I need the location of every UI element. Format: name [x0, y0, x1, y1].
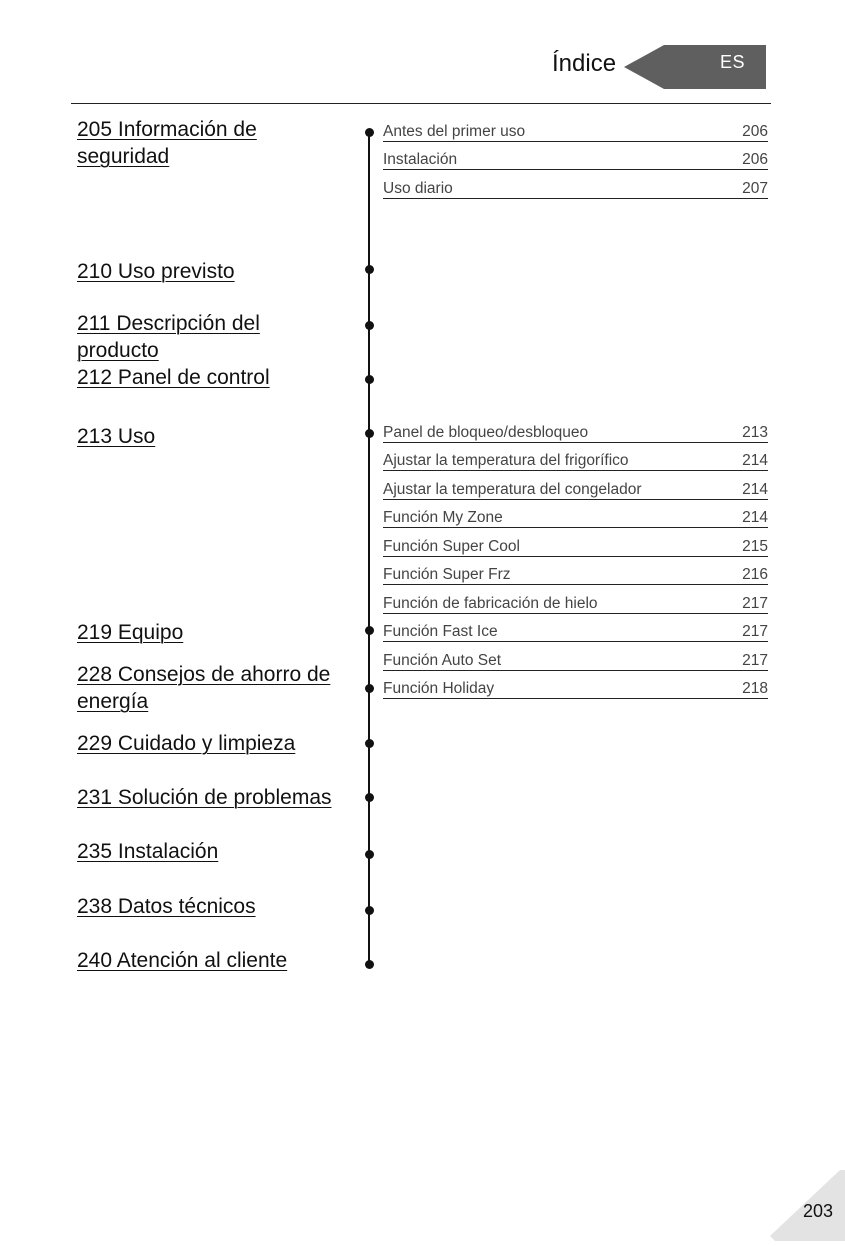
timeline-dot	[365, 265, 374, 274]
sub-entry-link[interactable]	[383, 149, 768, 170]
sub-entry-page: 214	[742, 452, 768, 469]
timeline-dot	[365, 321, 374, 330]
sub-entry-link[interactable]	[383, 121, 768, 142]
sub-entry-label: Panel de bloqueo/desbloqueo	[383, 424, 589, 441]
timeline-line	[368, 132, 370, 965]
sub-entry-label: Función Auto Set	[383, 652, 502, 669]
toc-entry-product-description[interactable]: 211 Descripción del	[77, 312, 260, 335]
sub-entry-link[interactable]	[383, 422, 768, 443]
timeline-dot	[365, 375, 374, 384]
sub-entry-link[interactable]	[383, 678, 768, 699]
sub-entry-page: 214	[742, 481, 768, 498]
toc-entry-product-description-cont[interactable]: producto	[77, 339, 159, 362]
timeline-dot	[365, 128, 374, 137]
sub-entry-label: Antes del primer uso	[383, 123, 526, 140]
timeline-dot	[365, 850, 374, 859]
toc-entry-customer-service[interactable]: 240 Atención al cliente	[77, 949, 288, 972]
timeline-dot	[365, 739, 374, 748]
sub-entry-page: 218	[742, 680, 768, 697]
timeline-dot	[365, 429, 374, 438]
timeline-dot	[365, 906, 374, 915]
sub-entry-label: Ajustar la temperatura del frigorífico	[383, 452, 629, 469]
sub-entry-page: 215	[742, 538, 768, 555]
toc-entry-intended-use[interactable]: 210 Uso previsto	[77, 260, 235, 283]
toc-entry-safety[interactable]: 205 Información de	[77, 118, 257, 141]
sub-entry-label: Función Holiday	[383, 680, 495, 697]
sub-entry-link[interactable]	[383, 650, 768, 671]
page-number: 203	[803, 1201, 834, 1221]
timeline-dot	[365, 626, 374, 635]
sub-entry-page: 217	[742, 652, 768, 669]
toc-entry-energy-saving-cont[interactable]: energía	[77, 690, 149, 713]
sub-entry-page: 213	[742, 424, 768, 441]
sub-entry-link[interactable]	[383, 593, 768, 614]
language-label: ES	[720, 52, 746, 72]
sub-entry-label: Función Super Frz	[383, 566, 511, 583]
sub-entry-page: 216	[742, 566, 768, 583]
sub-entry-label: Función de fabricación de hielo	[383, 595, 598, 612]
sub-entry-page: 214	[742, 509, 768, 526]
sub-entry-link[interactable]	[383, 178, 768, 199]
toc-entry-energy-saving[interactable]: 228 Consejos de ahorro de	[77, 663, 331, 686]
sub-entry-page: 217	[742, 595, 768, 612]
sub-entry-label: Función My Zone	[383, 509, 503, 526]
sub-entry-link[interactable]	[383, 536, 768, 557]
timeline-dot	[365, 960, 374, 969]
sub-entry-label: Instalación	[383, 151, 458, 168]
sub-entry-label: Función Fast Ice	[383, 623, 498, 640]
sub-entry-link[interactable]	[383, 621, 768, 642]
sub-entry-label: Uso diario	[383, 180, 453, 197]
toc-entry-troubleshooting[interactable]: 231 Solución de problemas	[77, 786, 332, 809]
sub-entry-link[interactable]	[383, 564, 768, 585]
toc-entry-technical-data[interactable]: 238 Datos técnicos	[77, 895, 256, 918]
sub-entry-link[interactable]	[383, 450, 768, 471]
timeline-dot	[365, 793, 374, 802]
sub-entry-label: Función Super Cool	[383, 538, 520, 555]
sub-entry-page: 206	[742, 151, 768, 168]
header-divider	[71, 103, 771, 104]
sub-entry-link[interactable]	[383, 507, 768, 528]
toc-entry-use[interactable]: 213 Uso	[77, 425, 156, 448]
toc-entry-care-cleaning[interactable]: 229 Cuidado y limpieza	[77, 732, 296, 755]
sub-entry-label: Ajustar la temperatura del congelador	[383, 481, 642, 498]
timeline-dot	[365, 684, 374, 693]
page-title: Índice	[552, 50, 617, 77]
sub-entry-page: 217	[742, 623, 768, 640]
toc-entry-installation[interactable]: 235 Instalación	[77, 840, 219, 863]
sub-entry-page: 207	[742, 180, 768, 197]
toc-entry-control-panel[interactable]: 212 Panel de control	[77, 366, 270, 389]
sub-entry-page: 206	[742, 123, 768, 140]
toc-entry-safety-cont[interactable]: seguridad	[77, 145, 170, 168]
sub-entry-link[interactable]	[383, 479, 768, 500]
toc-entry-equipment[interactable]: 219 Equipo	[77, 621, 184, 644]
